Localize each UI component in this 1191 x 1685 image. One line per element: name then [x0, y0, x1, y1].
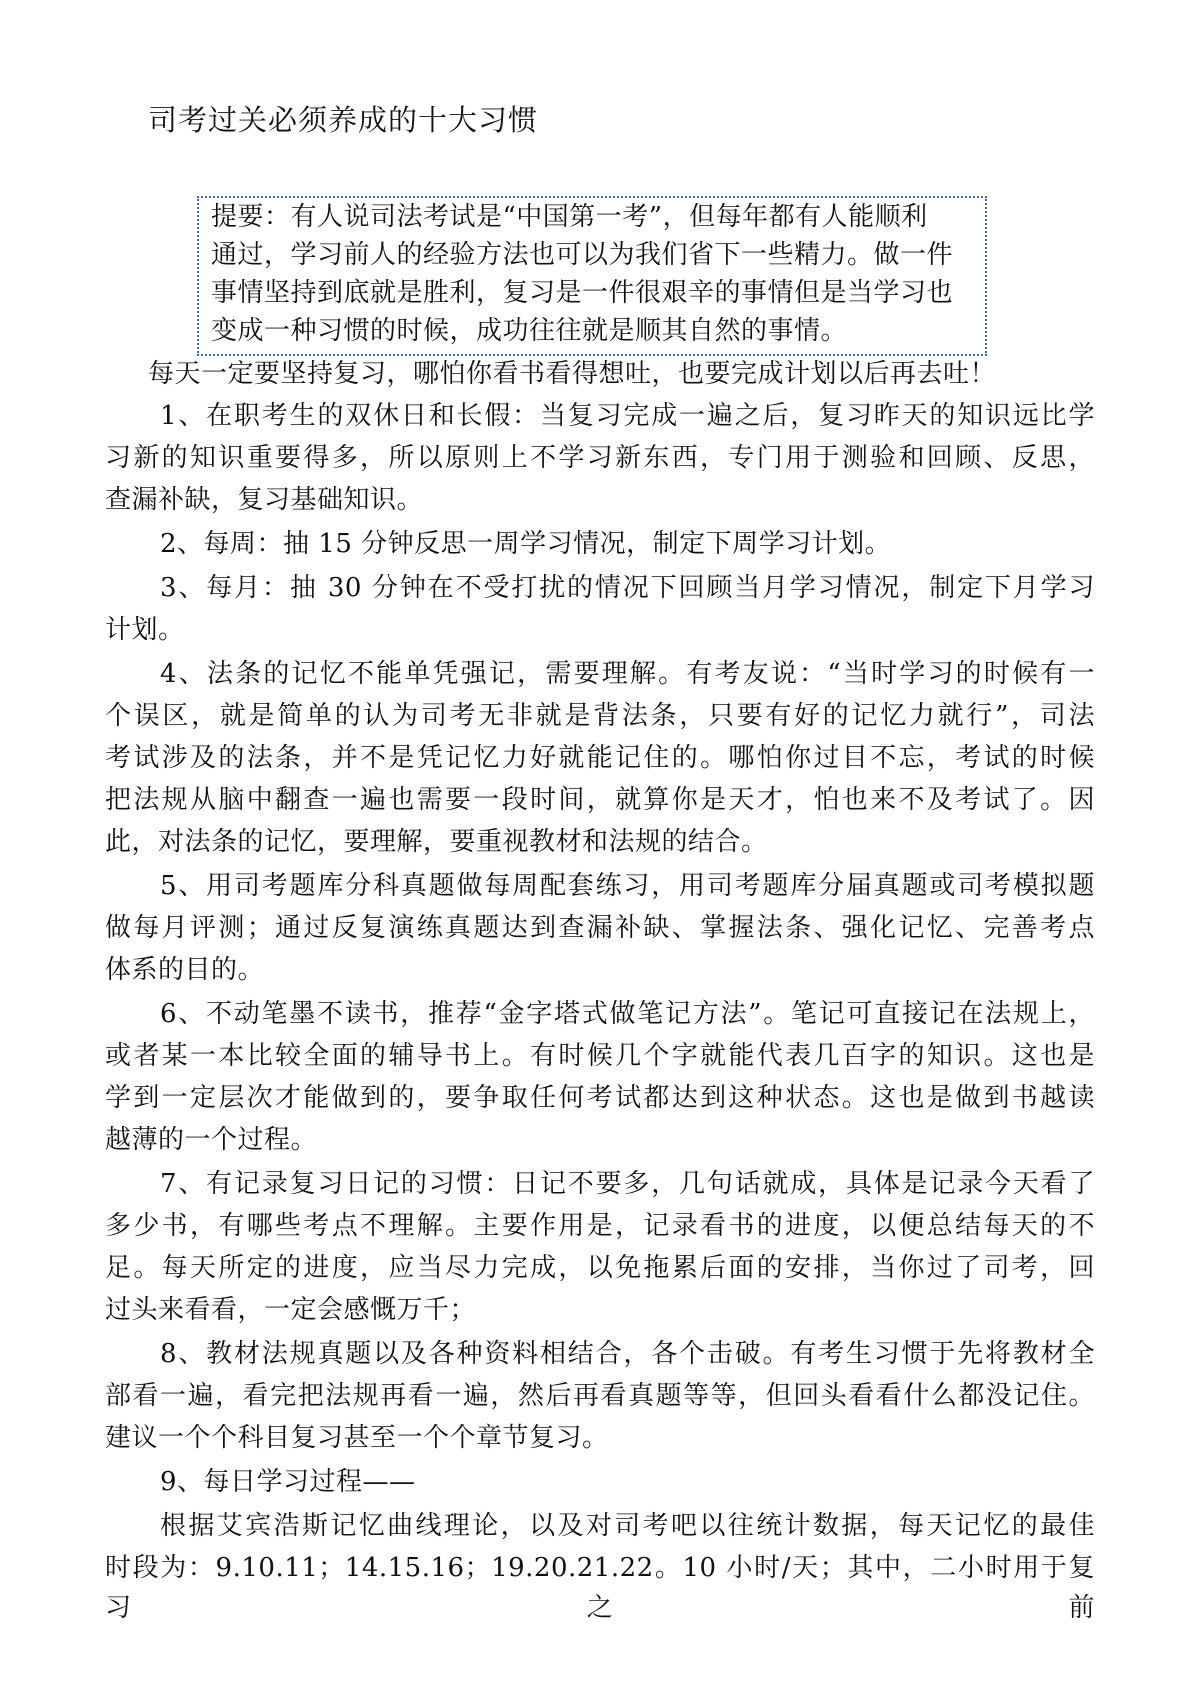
body-line: 5、用司考题库分科真题做每周配套练习，用司考题库分届真题或司考模拟题: [160, 871, 1095, 901]
body-line: 体系的目的。: [105, 955, 265, 985]
body-line: 8、教材法规真题以及各种资料相结合，各个击破。有考生习惯于先将教材全: [160, 1339, 1095, 1369]
abstract-line: 提要：有人说司法考试是“中国第一考”，但每年都有人能顺利: [211, 202, 928, 232]
body-line: 此，对法条的记忆，要理解，要重视教材和法规的结合。: [105, 827, 768, 857]
body-line: 3、每月：抽 30 分钟在不受打扰的情况下回顾当月学习情况，制定下月学习: [160, 573, 1095, 603]
body-line: 1、在职考生的双休日和长假：当复习完成一遍之后，复习昨天的知识远比学: [160, 401, 1095, 431]
body-line: 4、法条的记忆不能单凭强记，需要理解。有考友说：“当时学习的时候有一: [160, 659, 1095, 689]
body-line: 7、有记录复习日记的习惯：日记不要多，几句话就成，具体是记录今天看了: [160, 1169, 1095, 1199]
body-line: 时段为：9.10.11；14.15.16；19.20.21.22。10 小时/天；其中，二小时用于复习之前: [105, 1553, 1095, 1623]
body-line: 做每月评测；通过反复演练真题达到查漏补缺、掌握法条、强化记忆、完善考点: [105, 913, 1095, 943]
abstract-line: 通过，学习前人的经验方法也可以为我们省下一些精力。做一件: [211, 240, 954, 270]
body-line: 9、每日学习过程——: [160, 1467, 416, 1497]
abstract-line: 变成一种习惯的时候，成功往往就是顺其自然的事情。: [211, 316, 848, 346]
body-line: 根据艾宾浩斯记忆曲线理论，以及对司考吧以往统计数据，每天记忆的最佳: [160, 1511, 1095, 1541]
body-line: 或者某一本比较全面的辅导书上。有时候几个字就能代表几百字的知识。这也是: [105, 1041, 1095, 1071]
body-line: 越薄的一个过程。: [105, 1125, 318, 1155]
body-line: 习新的知识重要得多，所以原则上不学习新东西，专门用于测验和回顾、反思，: [105, 443, 1095, 473]
body-line: 学到一定层次才能做到的，要争取任何考试都达到这种状态。这也是做到书越读: [105, 1083, 1095, 1113]
body-line: 6、不动笔墨不读书，推荐“金字塔式做笔记方法”。笔记可直接记在法规上，: [160, 999, 1095, 1029]
body-line: 把法规从脑中翻查一遍也需要一段时间，就算你是天才，怕也来不及考试了。因: [105, 785, 1095, 815]
body-line: 计划。: [105, 615, 185, 645]
body-line: 过头来看看，一定会感慨万千；: [105, 1295, 477, 1325]
document-title: 司考过关必须养成的十大习惯: [148, 103, 539, 137]
abstract-box: [197, 196, 987, 356]
body-line: 2、每周：抽 15 分钟反思一周学习情况，制定下周学习计划。: [160, 529, 892, 559]
body-line: 建议一个个科目复习甚至一个个章节复习。: [105, 1423, 609, 1453]
body-line: 多少书，有哪些考点不理解。主要作用是，记录看书的进度，以便总结每天的不: [105, 1211, 1095, 1241]
body-line: 个误区，就是简单的认为司考无非就是背法条，只要有好的记忆力就行”，司法: [105, 701, 1095, 731]
abstract-line: 事情坚持到底就是胜利，复习是一件很艰辛的事情但是当学习也: [211, 278, 954, 308]
body-line: 查漏补缺，复习基础知识。: [105, 485, 424, 515]
body-line: 足。每天所定的进度，应当尽力完成，以免拖累后面的安排，当你过了司考，回: [105, 1253, 1095, 1283]
body-line: 考试涉及的法条，并不是凭记忆力好就能记住的。哪怕你过目不忘，考试的时候: [105, 743, 1095, 773]
body-line: 部看一遍，看完把法规再看一遍，然后再看真题等等，但回头看看什么都没记住。: [105, 1381, 1095, 1411]
body-line: 每天一定要坚持复习，哪怕你看书看得想吐，也要完成计划以后再去吐！: [148, 359, 997, 389]
